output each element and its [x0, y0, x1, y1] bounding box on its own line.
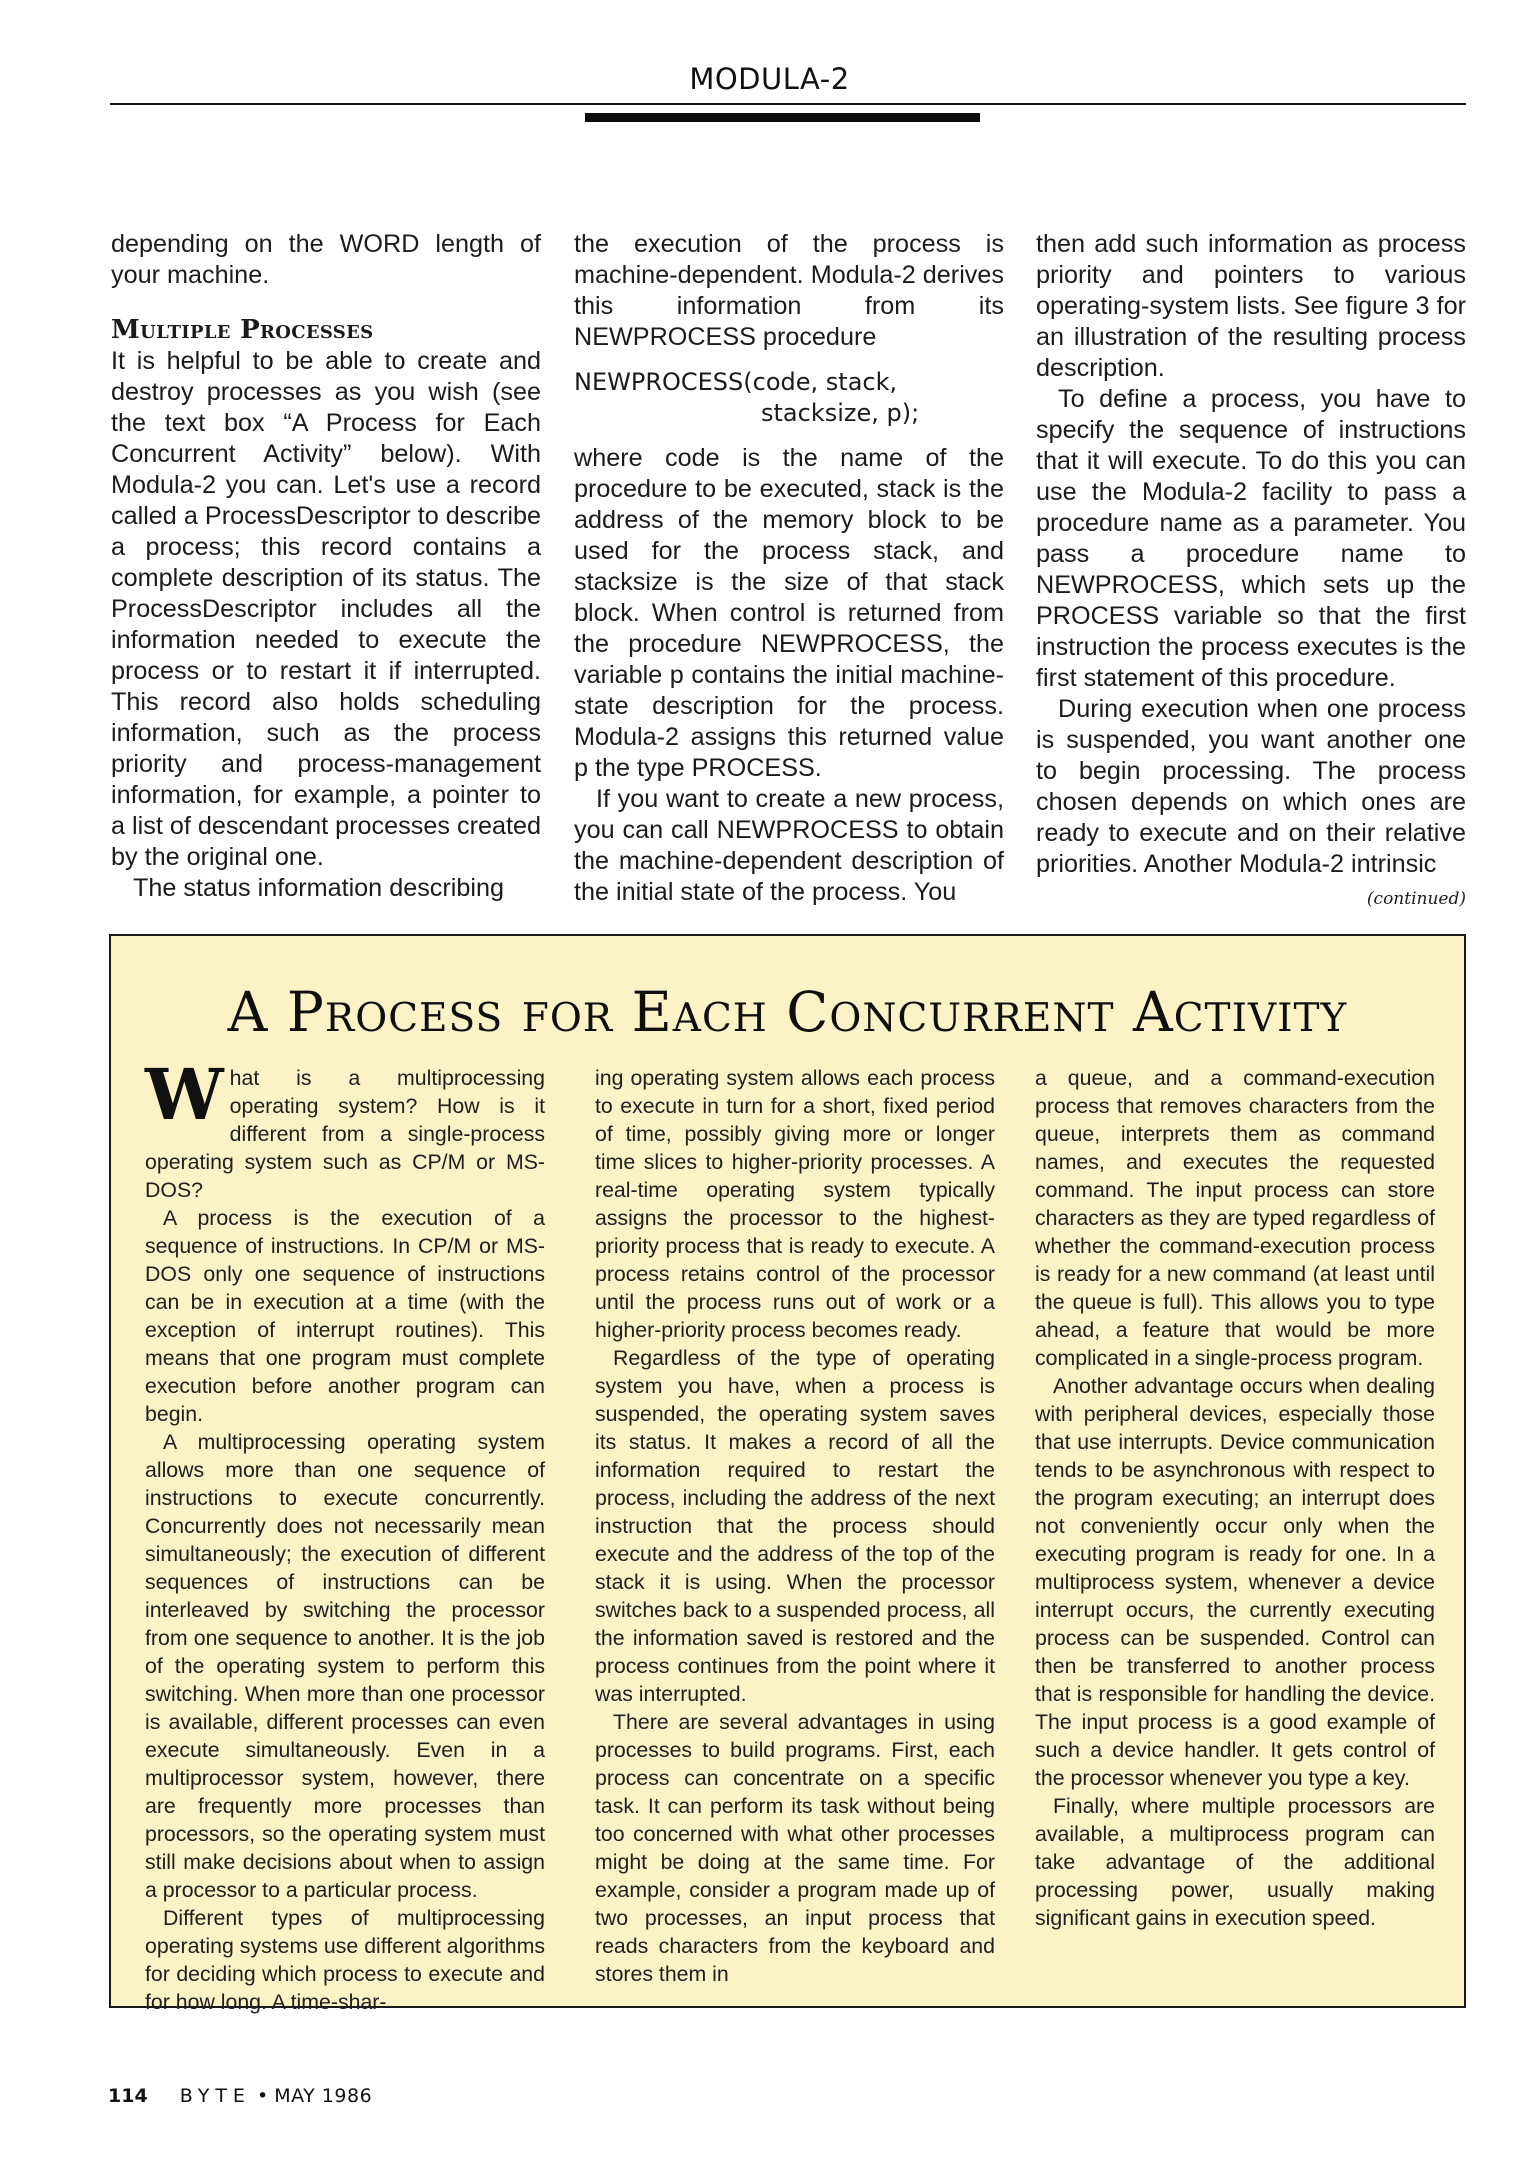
sidebar-paragraph: ing operating system allows each process to execute in turn for a short, fixed period of time, possibly giving more or longer time slices to higher-priority processes. A real-time operating system typically assigns the processor to the highest-priority process that is ready to execute. A process retains control of the processor until the process runs out of work or a higher-priority process becomes ready.	[595, 1066, 995, 1342]
sidebar-paragraph: A process is the execution of a sequence of instructions. In CP/M or MS-DOS only one sequence of instructions can be in execution at a time (with the exception of interrupt routines). This means that one program must complete execution before another program can begin.	[145, 1206, 545, 1426]
section-heading: Multiple Processes	[111, 315, 374, 345]
sidebar-paragraph: Different types of multiprocessing operating systems use different algorithms for deciding which process to execute and for how long. A time-shar-	[145, 1906, 545, 2014]
article-paragraph: depending on the WORD length of your machine.	[111, 230, 541, 289]
article-column-1	[111, 229, 541, 904]
sidebar-paragraph: Regardless of the type of operating system you have, when a process is suspended, the operating system saves its status. It makes a record of all the information required to restart the process, including the address of the next instruction that the process should execute and the address of the top of the stack it is using. When the processor switches back to a suspended process, all the information saved is restored and the process continues from the point where it was interrupted.	[595, 1346, 995, 1706]
article-paragraph: During execution when one process is suspended, you want another one to begin processing. The process chosen depends on which ones are ready to execute and on their relative priorities. Another Modula-2 intrinsic	[1036, 695, 1466, 878]
sidebar-paragraph: What is a multiprocessing operating system? How is it different from a single-process operating system such as CP/M or MS-DOS?	[145, 1053, 545, 1202]
drop-cap: W	[145, 1053, 224, 1136]
code-line: NEWPROCESS(code, stack,	[574, 368, 898, 396]
article-column-2	[574, 229, 1004, 908]
continued-note: (continued)	[1366, 889, 1466, 909]
article-paragraph: then add such information as process priority and pointers to various operating-system lists. See figure 3 for an illustration of the resulting process description.	[1036, 230, 1466, 382]
sidebar-paragraph: There are several advantages in using processes to build programs. First, each process can concentrate on a specific task. It can perform its task without being too concerned with what other processes might be doing at the same time. For example, consider a program made up of two processes, an input process that reads characters from the keyboard and stores them in	[595, 1710, 995, 1986]
code-line: stacksize, p);	[761, 399, 920, 427]
running-head-title: MODULA-2	[689, 62, 850, 96]
issue-date: MAY 1986	[274, 2085, 373, 2107]
sidebar-text-box	[109, 934, 1466, 2014]
page-number: 114	[108, 2085, 148, 2107]
page-footer	[108, 2085, 372, 2107]
header-bar	[585, 113, 980, 122]
article-paragraph: where code is the name of the procedure to be executed, stack is the address of the memory block to be used for the process stack, and stacksize is the size of that stack block. When control is returned from the procedure NEWPROCESS, the variable p contains the initial machine-state description for the process. Modula-2 assigns this returned value p the type PROCESS.	[574, 444, 1004, 782]
sidebar-column-1	[145, 1053, 545, 2016]
article-paragraph: If you want to create a new process, you can call NEWPROCESS to obtain the machine-dependent description of the initial state of the process. You	[574, 785, 1004, 906]
sidebar-paragraph: Finally, where multiple processors are available, a multiprocess program can take advantage of the additional processing power, usually making significant gains in execution speed.	[1035, 1794, 1435, 1930]
article-paragraph: It is helpful to be able to create and destroy processes as you wish (see the text box “A Process for Each Concurrent Activity” below). With Modula-2 you can. Let's use a record called a ProcessDescriptor to describe a process; this record contains a complete description of its status. The ProcessDescriptor includes all the information needed to execute the process or to restart it if interrupted. This record also holds scheduling information, such as the process priority and process-management information, for example, a pointer to a list of descendant processes created by the original one.	[111, 347, 541, 871]
sidebar-paragraph: a queue, and a command-execution process that removes characters from the queue, interprets them as command names, and executes the requested command. The input process can store characters as they are typed regardless of whether the command-execution process is ready for a new command (at least until the queue is full). This allows you to type ahead, a feature that would be more complicated in a single-process program.	[1035, 1066, 1435, 1370]
code-snippet	[574, 367, 1004, 429]
sidebar-column-2	[595, 1064, 995, 1988]
sidebar-column-3	[1035, 1064, 1435, 1932]
bullet-separator: •	[256, 2085, 269, 2107]
magazine-name: BYTE	[179, 2085, 251, 2107]
article-paragraph: To define a process, you have to specify the sequence of instructions that it will execute. To do this you can use the Modula-2 facility to pass a procedure name as a parameter. You pass a procedure name to NEWPROCESS, which sets up the PROCESS variable so that the first instruction the process executes is the first statement of this procedure.	[1036, 385, 1466, 692]
header-rule	[110, 103, 1466, 105]
article-paragraph: the execution of the process is machine-dependent. Modula-2 derives this information from its NEWPROCESS procedure	[574, 230, 1004, 351]
article-column-3	[1036, 229, 1466, 915]
article-paragraph: The status information describing	[133, 874, 504, 902]
sidebar-paragraph: A multiprocessing operating system allows more than one sequence of instructions to execute concurrently. Concurrently does not necessarily mean simultaneously; the execution of different sequences of instructions can be interleaved by switching the processor from one sequence to another. It is the job of the operating system to perform this switching. When more than one processor is available, different processes can even execute simultaneously. Even in a multiprocessor system, however, there are frequently more processes than processors, so the operating system must still make decisions about when to assign a processor to a particular process.	[145, 1430, 545, 1902]
sidebar-paragraph: Another advantage occurs when dealing with peripheral devices, especially those that use interrupts. Device communication tends to be asynchronous with respect to the program executing; an interrupt does not conveniently occur only when the executing program is ready for one. In a multiprocess system, whenever a device interrupt occurs, the currently executing process can be suspended. Control can then be transferred to another process that is responsible for handling the device. The input process is a good example of such a device handler. It gets control of the processor whenever you type a key.	[1035, 1374, 1435, 1790]
sidebar-title: A Process for Each Concurrent Activity	[227, 980, 1348, 1044]
